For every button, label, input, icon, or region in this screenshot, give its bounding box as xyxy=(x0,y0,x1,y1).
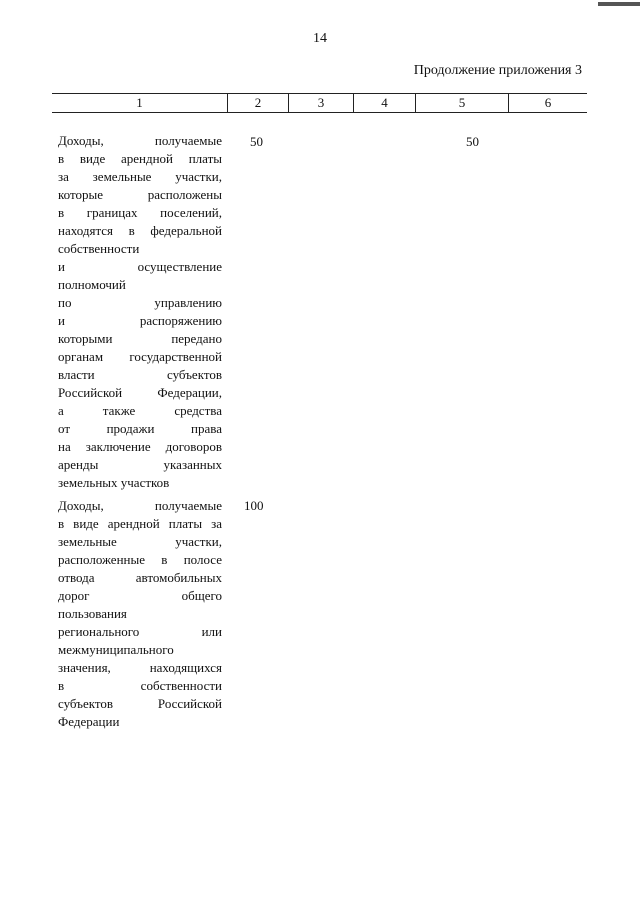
header-col-1: 1 xyxy=(52,94,228,113)
header-col-6: 6 xyxy=(509,94,588,113)
text-line: находятся в федеральной xyxy=(58,223,222,238)
text-line: полномочий xyxy=(58,277,126,292)
text-line: земельные участки, xyxy=(58,534,222,549)
text-line: и распоряжению xyxy=(58,313,222,328)
text-line: которые расположены xyxy=(58,187,222,202)
text-line: в границах поселений, xyxy=(58,205,222,220)
text-line: аренды указанных xyxy=(58,457,222,472)
text-line: пользования xyxy=(58,606,127,621)
text-line: органам государственной xyxy=(58,349,222,364)
appendix-caption: Продолжение приложения 3 xyxy=(413,63,582,78)
header-col-5: 5 xyxy=(416,94,509,113)
table-row-1-col-2-value: 50 xyxy=(250,134,263,149)
page-number: 14 xyxy=(313,31,327,46)
text-line: на заключение договоров xyxy=(58,439,222,454)
text-line: межмуниципального xyxy=(58,642,174,657)
text-line: Доходы, получаемые xyxy=(58,133,222,148)
text-line: по управлению xyxy=(58,295,222,310)
text-line: от продажи права xyxy=(58,421,222,436)
header-col-3: 3 xyxy=(289,94,354,113)
table-row-2-col-2-value: 100 xyxy=(244,498,264,513)
text-line: в собственности xyxy=(58,678,222,693)
text-line: которыми передано xyxy=(58,331,222,346)
text-line: в виде арендной платы за xyxy=(58,516,222,531)
text-line: а также средства xyxy=(58,403,222,418)
text-line: значения, находящихся xyxy=(58,660,222,675)
text-line: за земельные участки, xyxy=(58,169,222,184)
text-line: власти субъектов xyxy=(58,367,222,382)
scan-edge-mark xyxy=(598,2,640,6)
text-line: в виде арендной платы xyxy=(58,151,222,166)
text-line: отвода автомобильных xyxy=(58,570,222,585)
text-line: регионального или xyxy=(58,624,222,639)
table-row-1-description xyxy=(58,132,222,492)
text-line: Доходы, получаемые xyxy=(58,498,222,513)
text-line: собственности xyxy=(58,241,140,256)
table-row-1-col-5-value: 50 xyxy=(466,134,479,149)
column-number-header xyxy=(52,93,587,113)
text-line: дорог общего xyxy=(58,588,222,603)
text-line: расположенные в полосе xyxy=(58,552,222,567)
text-line: субъектов Российской xyxy=(58,696,222,711)
header-col-4: 4 xyxy=(354,94,416,113)
text-line: земельных участков xyxy=(58,475,170,490)
table-row-2-description xyxy=(58,497,222,731)
text-line: Федерации xyxy=(58,714,120,729)
text-line: Российской Федерации, xyxy=(58,385,222,400)
header-col-2: 2 xyxy=(228,94,289,113)
text-line: и осуществление xyxy=(58,259,222,274)
